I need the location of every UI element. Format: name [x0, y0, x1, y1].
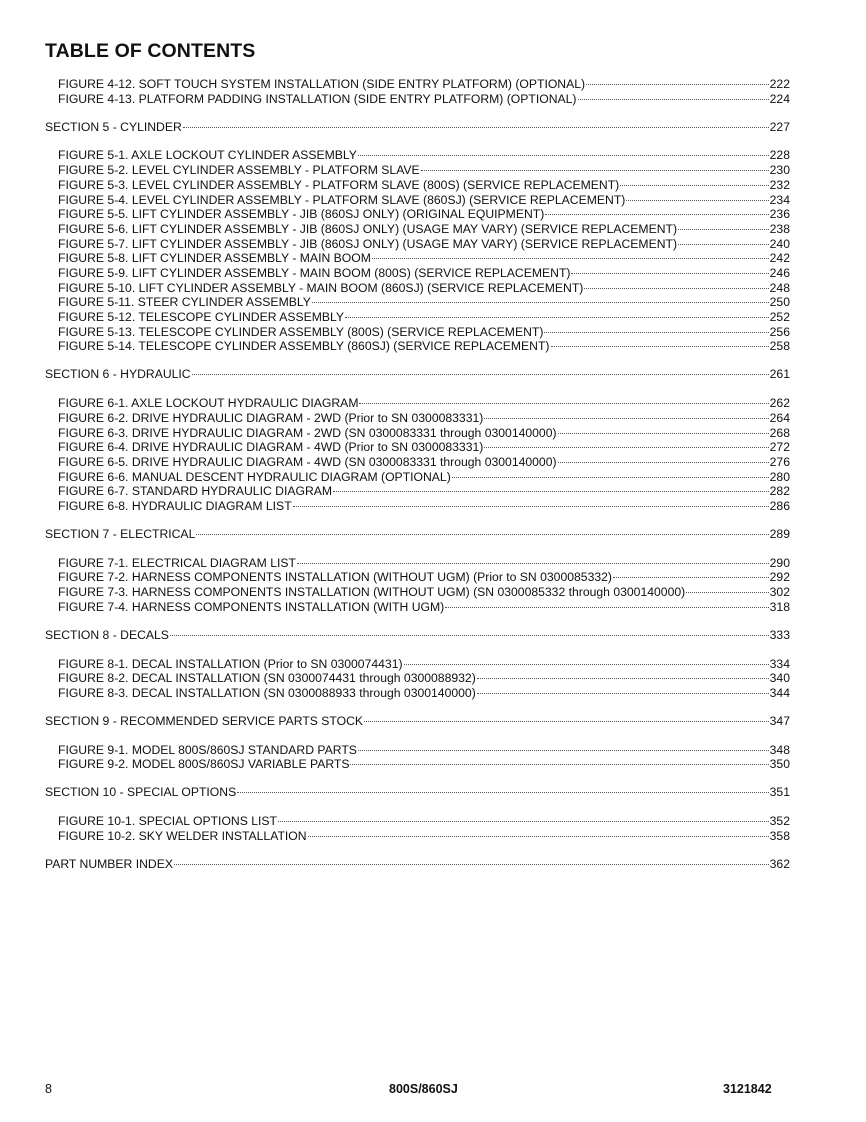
footer-page-number: 8	[45, 1082, 52, 1096]
toc-entry-label: FIGURE 6-2. DRIVE HYDRAULIC DIAGRAM - 2WD (Prior to SN 0300083331)	[58, 410, 484, 425]
footer-doc-number: 3121842	[723, 1082, 772, 1096]
toc-entry-page: 264	[769, 410, 790, 425]
dot-leader	[293, 505, 769, 507]
toc-figure-entry[interactable]	[45, 266, 790, 281]
toc-entry-label: FIGURE 10-2. SKY WELDER INSTALLATION	[58, 828, 307, 843]
toc-figure-entry[interactable]	[45, 163, 790, 178]
toc-entry-label: FIGURE 4-12. SOFT TOUCH SYSTEM INSTALLATION (SIDE ENTRY PLATFORM) (OPTIONAL)	[58, 77, 586, 91]
toc-entry-page: 242	[769, 251, 790, 266]
toc-figure-entry[interactable]	[45, 193, 790, 208]
toc-entry-label: SECTION 8 - DECALS	[45, 627, 169, 642]
toc-entry-page: 232	[769, 177, 790, 192]
section-spacer	[45, 844, 790, 857]
toc-entry-page: 282	[769, 484, 790, 499]
toc-entry-page: 333	[769, 627, 790, 642]
dot-leader	[192, 373, 769, 375]
toc-entry-label: FIGURE 9-2. MODEL 800S/860SJ VARIABLE PARTS	[58, 757, 350, 772]
toc-entry-label: FIGURE 5-11. STEER CYLINDER ASSEMBLY	[58, 295, 311, 310]
dot-leader	[358, 154, 769, 156]
toc-entry-page: 230	[769, 163, 790, 178]
toc-entry-page: 246	[769, 265, 790, 280]
toc-section-entry[interactable]	[45, 714, 790, 729]
dot-leader	[452, 476, 769, 478]
toc-entry-page: 238	[769, 221, 790, 236]
dot-leader	[278, 820, 769, 822]
toc-figure-entry[interactable]	[45, 237, 790, 252]
toc-figure-entry[interactable]	[45, 671, 790, 686]
section-spacer	[45, 614, 790, 627]
toc-figure-entry[interactable]	[45, 743, 790, 758]
toc-figure-entry[interactable]	[45, 77, 790, 92]
toc-figure-entry[interactable]	[45, 251, 790, 266]
toc-entry-label: SECTION 5 - CYLINDER	[45, 119, 182, 134]
toc-figure-entry[interactable]	[45, 295, 790, 310]
dot-leader	[571, 272, 768, 274]
dot-leader	[558, 432, 769, 434]
dot-leader	[421, 169, 769, 171]
toc-section-entry[interactable]	[45, 120, 790, 135]
toc-entry-page: 252	[769, 310, 790, 325]
toc-entry-page: 318	[769, 599, 790, 614]
section-spacer	[45, 514, 790, 527]
toc-entry-label: FIGURE 5-7. LIFT CYLINDER ASSEMBLY - JIB (860SJ ONLY) (USAGE MAY VARY) (SERVICE REPLACEMENT)	[58, 236, 678, 251]
toc-figure-entry[interactable]	[45, 556, 790, 571]
toc-entry-label: FIGURE 9-1. MODEL 800S/860SJ STANDARD PARTS	[58, 742, 357, 757]
toc-figure-entry[interactable]	[45, 829, 790, 844]
toc-entry-label: FIGURE 5-5. LIFT CYLINDER ASSEMBLY - JIB (860SJ ONLY) (ORIGINAL EQUIPMENT)	[58, 207, 545, 222]
section-spacer	[45, 354, 790, 367]
dot-leader	[237, 791, 768, 793]
table-of-contents	[45, 77, 790, 872]
page-title: TABLE OF CONTENTS	[45, 40, 256, 62]
toc-entry-label: FIGURE 6-1. AXLE LOCKOUT HYDRAULIC DIAGRAM	[58, 396, 359, 411]
section-spacer	[45, 134, 790, 148]
toc-entry-page: 347	[769, 714, 790, 729]
dot-leader	[584, 287, 768, 289]
toc-entry-label: FIGURE 5-12. TELESCOPE CYLINDER ASSEMBLY	[58, 310, 345, 325]
dot-leader	[345, 316, 769, 318]
toc-entry-page: 250	[769, 295, 790, 310]
toc-figure-entry[interactable]	[45, 657, 790, 672]
toc-entry-page: 256	[769, 324, 790, 339]
dot-leader	[170, 634, 769, 636]
toc-figure-entry[interactable]	[45, 207, 790, 222]
section-spacer	[45, 701, 790, 714]
dot-leader	[558, 461, 769, 463]
toc-figure-entry[interactable]	[45, 92, 790, 107]
toc-figure-entry[interactable]	[45, 570, 790, 585]
dot-leader	[686, 591, 768, 593]
toc-entry-page: 222	[769, 77, 790, 91]
dot-leader	[484, 417, 768, 419]
toc-entry-label: FIGURE 5-9. LIFT CYLINDER ASSEMBLY - MAIN BOOM (800S) (SERVICE REPLACEMENT)	[58, 265, 571, 280]
toc-figure-entry[interactable]	[45, 686, 790, 701]
toc-entry-page: 248	[769, 280, 790, 295]
toc-figure-entry[interactable]	[45, 757, 790, 772]
section-spacer	[45, 772, 790, 785]
toc-section-entry[interactable]	[45, 785, 790, 800]
toc-figure-entry[interactable]	[45, 325, 790, 340]
toc-entry-page: 348	[769, 742, 790, 757]
toc-entry-page: 224	[769, 91, 790, 106]
dot-leader	[308, 835, 769, 837]
toc-entry-page: 302	[769, 585, 790, 600]
toc-entry-page: 290	[769, 555, 790, 570]
dot-leader	[359, 402, 768, 404]
toc-entry-label: FIGURE 7-1. ELECTRICAL DIAGRAM LIST	[58, 555, 296, 570]
toc-entry-page: 292	[769, 570, 790, 585]
toc-entry-page: 344	[769, 685, 790, 700]
toc-entry-page: 286	[769, 498, 790, 513]
toc-entry-label: SECTION 7 - ELECTRICAL	[45, 527, 196, 542]
toc-entry-page: 240	[769, 236, 790, 251]
toc-figure-entry[interactable]	[45, 470, 790, 485]
toc-entry-label: FIGURE 5-2. LEVEL CYLINDER ASSEMBLY - PLATFORM SLAVE	[58, 163, 420, 178]
toc-entry-page: 276	[769, 454, 790, 469]
dot-leader	[297, 562, 769, 564]
toc-entry-page: 352	[769, 814, 790, 829]
dot-leader	[372, 257, 769, 259]
toc-entry-label: FIGURE 5-3. LEVEL CYLINDER ASSEMBLY - PLATFORM SLAVE (800S) (SERVICE REPLACEMENT)	[58, 177, 620, 192]
section-spacer	[45, 643, 790, 657]
toc-entry-label: FIGURE 6-8. HYDRAULIC DIAGRAM LIST	[58, 498, 292, 513]
toc-entry-label: FIGURE 6-5. DRIVE HYDRAULIC DIAGRAM - 4WD (SN 0300083331 through 0300140000)	[58, 454, 557, 469]
dot-leader	[578, 98, 769, 100]
toc-entry-page: 262	[769, 396, 790, 411]
toc-figure-entry[interactable]	[45, 585, 790, 600]
toc-entry-label: FIGURE 6-6. MANUAL DESCENT HYDRAULIC DIAGRAM (OPTIONAL)	[58, 469, 451, 484]
toc-figure-entry[interactable]	[45, 426, 790, 441]
toc-entry-label: FIGURE 5-8. LIFT CYLINDER ASSEMBLY - MAIN BOOM	[58, 251, 371, 266]
toc-entry-label: FIGURE 5-4. LEVEL CYLINDER ASSEMBLY - PLATFORM SLAVE (860SJ) (SERVICE REPLACEMENT)	[58, 192, 626, 207]
toc-entry-page: 234	[769, 192, 790, 207]
dot-leader	[544, 331, 768, 333]
toc-entry-page: 258	[769, 339, 790, 354]
toc-entry-label: FIGURE 7-4. HARNESS COMPONENTS INSTALLATION (WITH UGM)	[58, 599, 445, 614]
toc-entry-label: FIGURE 8-3. DECAL INSTALLATION (SN 0300088933 through 0300140000)	[58, 685, 476, 700]
toc-entry-label: FIGURE 6-4. DRIVE HYDRAULIC DIAGRAM - 4WD (Prior to SN 0300083331)	[58, 440, 484, 455]
toc-entry-page: 358	[769, 828, 790, 843]
toc-entry-label: FIGURE 5-6. LIFT CYLINDER ASSEMBLY - JIB (860SJ ONLY) (USAGE MAY VARY) (SERVICE REPLACEMENT)	[58, 221, 678, 236]
toc-figure-entry[interactable]	[45, 222, 790, 237]
dot-leader	[477, 677, 769, 679]
toc-figure-entry[interactable]	[45, 814, 790, 829]
dot-leader	[174, 863, 769, 865]
toc-entry-label: FIGURE 6-7. STANDARD HYDRAULIC DIAGRAM	[58, 484, 333, 499]
toc-section-entry[interactable]	[45, 857, 790, 872]
toc-figure-entry[interactable]	[45, 281, 790, 296]
toc-entry-page: 228	[769, 148, 790, 163]
toc-entry-page: 350	[769, 757, 790, 772]
toc-entry-page: 227	[769, 119, 790, 134]
toc-entry-label: FIGURE 6-3. DRIVE HYDRAULIC DIAGRAM - 2WD (SN 0300083331 through 0300140000)	[58, 425, 557, 440]
dot-leader	[613, 576, 769, 578]
toc-entry-page: 289	[769, 527, 790, 542]
dot-leader	[358, 749, 769, 751]
dot-leader	[364, 720, 769, 722]
toc-figure-entry[interactable]	[45, 411, 790, 426]
toc-entry-label: FIGURE 5-10. LIFT CYLINDER ASSEMBLY - MAIN BOOM (860SJ) (SERVICE REPLACEMENT)	[58, 280, 584, 295]
dot-leader	[196, 533, 768, 535]
toc-entry-label: FIGURE 5-13. TELESCOPE CYLINDER ASSEMBLY (800S) (SERVICE REPLACEMENT)	[58, 324, 544, 339]
dot-leader	[626, 199, 768, 201]
toc-entry-page: 362	[769, 856, 790, 871]
toc-section-entry[interactable]	[45, 367, 790, 382]
section-spacer	[45, 729, 790, 743]
toc-entry-page: 268	[769, 425, 790, 440]
dot-leader	[312, 301, 769, 303]
section-spacer	[45, 542, 790, 556]
toc-figure-entry[interactable]	[45, 600, 790, 615]
toc-figure-entry[interactable]	[45, 178, 790, 193]
dot-leader	[445, 606, 768, 608]
toc-entry-label: FIGURE 7-2. HARNESS COMPONENTS INSTALLATION (WITHOUT UGM) (Prior to SN 0300085332)	[58, 570, 612, 585]
dot-leader	[678, 228, 769, 230]
toc-entry-page: 340	[769, 671, 790, 686]
toc-entry-label: SECTION 10 - SPECIAL OPTIONS	[45, 785, 237, 800]
toc-entry-label: FIGURE 8-1. DECAL INSTALLATION (Prior to SN 0300074431)	[58, 656, 403, 671]
dot-leader	[404, 663, 769, 665]
toc-entry-label: SECTION 9 - RECOMMENDED SERVICE PARTS STOCK	[45, 714, 364, 729]
toc-entry-label: FIGURE 10-1. SPECIAL OPTIONS LIST	[58, 814, 277, 829]
footer-model: 800S/860SJ	[389, 1082, 458, 1096]
dot-leader	[350, 763, 768, 765]
toc-section-entry[interactable]	[45, 527, 790, 542]
dot-leader	[545, 213, 768, 215]
dot-leader	[333, 490, 769, 492]
toc-entry-label: FIGURE 7-3. HARNESS COMPONENTS INSTALLATION (WITHOUT UGM) (SN 0300085332 through 0300140000)	[58, 585, 686, 600]
toc-entry-label: PART NUMBER INDEX	[45, 856, 173, 871]
toc-entry-label: FIGURE 8-2. DECAL INSTALLATION (SN 0300074431 through 0300088932)	[58, 671, 476, 686]
toc-entry-page: 334	[769, 656, 790, 671]
dot-leader	[484, 446, 768, 448]
section-spacer	[45, 382, 790, 396]
dot-leader	[586, 83, 769, 85]
dot-leader	[183, 126, 769, 128]
toc-entry-label: FIGURE 5-14. TELESCOPE CYLINDER ASSEMBLY (860SJ) (SERVICE REPLACEMENT)	[58, 339, 550, 354]
toc-section-entry[interactable]	[45, 628, 790, 643]
toc-figure-entry[interactable]	[45, 440, 790, 455]
dot-leader	[551, 345, 769, 347]
toc-figure-entry[interactable]	[45, 148, 790, 163]
toc-figure-entry[interactable]	[45, 310, 790, 325]
section-spacer	[45, 106, 790, 119]
dot-leader	[678, 243, 769, 245]
dot-leader	[620, 184, 768, 186]
toc-entry-page: 261	[769, 367, 790, 382]
toc-figure-entry[interactable]	[45, 396, 790, 411]
toc-figure-entry[interactable]	[45, 499, 790, 514]
toc-entry-page: 280	[769, 469, 790, 484]
toc-figure-entry[interactable]	[45, 484, 790, 499]
toc-entry-label: FIGURE 4-13. PLATFORM PADDING INSTALLATION (SIDE ENTRY PLATFORM) (OPTIONAL)	[58, 91, 577, 106]
toc-entry-label: FIGURE 5-1. AXLE LOCKOUT CYLINDER ASSEMBLY	[58, 148, 357, 163]
toc-entry-page: 272	[769, 440, 790, 455]
section-spacer	[45, 800, 790, 814]
toc-entry-page: 351	[769, 785, 790, 800]
dot-leader	[477, 692, 769, 694]
toc-entry-label: SECTION 6 - HYDRAULIC	[45, 367, 191, 382]
toc-figure-entry[interactable]	[45, 339, 790, 354]
toc-figure-entry[interactable]	[45, 455, 790, 470]
toc-entry-page: 236	[769, 207, 790, 222]
